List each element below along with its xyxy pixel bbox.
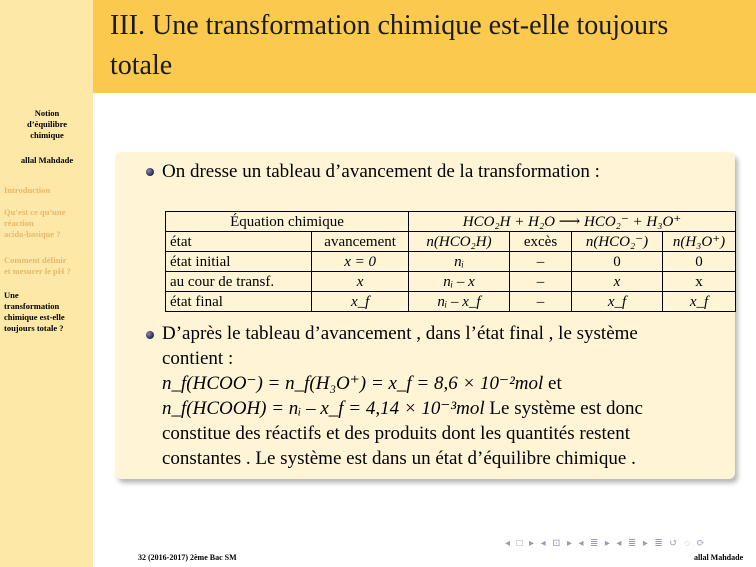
sidebar-item-introduction[interactable]: Introduction: [4, 185, 51, 195]
table-cell: Équation chimique: [166, 212, 409, 232]
table-row: [166, 272, 736, 292]
sidebar-item-reaction-acido-basique[interactable]: Qu’est ce qu’une réaction acido-basique ?: [4, 207, 66, 239]
table-row: [166, 292, 736, 312]
table-header: excès: [510, 232, 572, 252]
bullet-text-2-line-6: constantes . Le système est dans un état d’équilibre chimique .: [162, 448, 636, 469]
table-cell: nᵢ: [409, 252, 510, 272]
table-cell: –: [510, 292, 572, 312]
sidebar: [0, 0, 93, 567]
bullet-text-1: On dresse un tableau d’avancement de la transformation :: [162, 161, 600, 182]
bullet-text-2-line-5: constitue des réactifs et des produits dont les quantités restent: [162, 423, 631, 444]
table-cell: x: [312, 272, 409, 292]
table-cell: x_f: [663, 292, 736, 312]
table-cell: HCO₂H + H₂O ⟶ HCO₂⁻ + H₃O⁺: [409, 212, 736, 232]
table-cell: au cour de transf.: [166, 272, 312, 292]
table-header: n(HCO₂⁻): [572, 232, 663, 252]
table-cell: x_f: [572, 292, 663, 312]
equation-line-1: n_f(HCOO⁻) = n_f(H₃O⁺) = x_f = 8,6 × 10⁻²mol et: [162, 373, 562, 394]
table-row: [166, 252, 736, 272]
bullet-icon: [146, 331, 154, 339]
table-cell: x: [572, 272, 663, 292]
table-row: [166, 212, 736, 232]
footer-right: allal Mahdade: [694, 553, 744, 562]
beamer-navigation-icons[interactable]: ◂ □ ▸ ◂ ⊡ ▸ ◂ ≣ ▸ ◂ ≣ ▸ ≣ ↺ ◌ ⟳: [505, 538, 707, 549]
bullet-text-2-line-1: D’après le tableau d’avancement , dans l’état final , le système: [162, 323, 638, 344]
sidebar-doc-title: Notion d’équilibre chimique: [27, 108, 67, 140]
equation-line-2: n_f(HCOOH) = nᵢ – x_f = 4,14 × 10⁻³mol Le système est donc: [162, 398, 643, 419]
table-cell: 0: [572, 252, 663, 272]
table-cell: nᵢ – x: [409, 272, 510, 292]
sidebar-item-ph[interactable]: Comment définir et mesurer le pH ?: [4, 255, 71, 276]
table-cell: état final: [166, 292, 312, 312]
table-header: avancement: [312, 232, 409, 252]
table-cell: 0: [663, 252, 736, 272]
table-row: [166, 232, 736, 252]
table-cell: x = 0: [312, 252, 409, 272]
slide-title: III. Une transformation chimique est-elle toujours totale: [110, 10, 669, 81]
table-cell: x: [663, 272, 736, 292]
footer-left: 32 (2016-2017) 2ème Bac SM: [138, 553, 237, 562]
table-header: n(H₃O⁺): [663, 232, 736, 252]
sidebar-item-transformation-totale[interactable]: Une transformation chimique est-elle toujours totale ?: [4, 290, 65, 333]
table-header: état: [166, 232, 312, 252]
sidebar-author: allal Mahdade: [20, 155, 74, 165]
table-cell: –: [510, 252, 572, 272]
table-cell: état initial: [166, 252, 312, 272]
table-cell: x_f: [312, 292, 409, 312]
advancement-table: [165, 211, 736, 312]
bullet-icon: [146, 168, 154, 176]
bullet-text-2-line-2: contient :: [162, 348, 234, 369]
table-cell: nᵢ – x_f: [409, 292, 510, 312]
table-header: n(HCO₂H): [409, 232, 510, 252]
table-cell: –: [510, 272, 572, 292]
